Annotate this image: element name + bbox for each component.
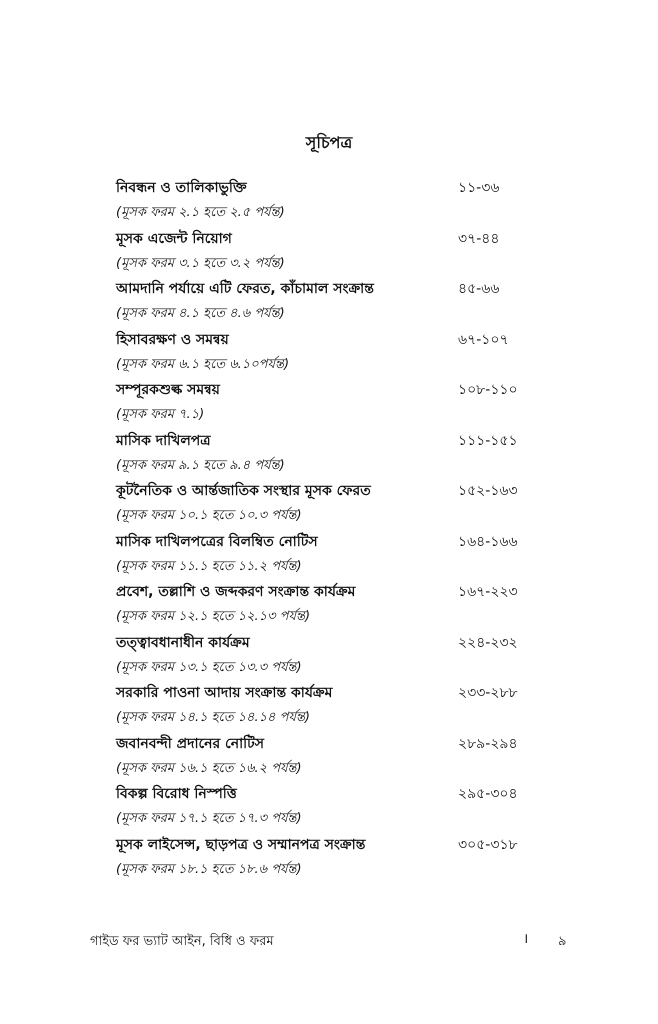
entry-pages: ১৫২-১৬৩	[458, 483, 518, 499]
toc-entry[interactable]	[116, 530, 536, 581]
entry-subtitle: (মূসক ফরম ১০.১ হতে ১০.৩ পর্যন্ত)	[116, 508, 302, 523]
toc-entry[interactable]	[116, 227, 536, 278]
entry-title: মাসিক দাখিলপত্র	[116, 432, 211, 449]
entry-title: প্রবেশ, তল্লাশি ও জব্দকরণ সংক্রান্ত কার্যক্রম	[116, 584, 356, 600]
entry-pages: ১৬৭-২২৩	[458, 584, 518, 600]
toc-entry[interactable]	[116, 631, 536, 682]
toc-entry[interactable]	[116, 429, 536, 480]
entry-subtitle: (মূসক ফরম ৭.১)	[116, 407, 205, 422]
entry-pages: ১০৮-১১০	[458, 382, 518, 398]
toc-entry[interactable]	[116, 277, 536, 328]
entry-title: সম্পূরকশুল্ক সমন্বয়	[116, 382, 220, 398]
entry-title: নিবন্ধন ও তালিকাভুক্তি	[116, 180, 247, 196]
entry-pages: ১১১-১৫১	[458, 432, 518, 449]
toc-entry[interactable]	[116, 378, 536, 429]
entry-pages: ৬৭-১০৭	[458, 331, 509, 348]
entry-subtitle: (মূসক ফরম ১১.১ হতে ১১.২ পর্যন্ত)	[116, 558, 302, 574]
toc-entry[interactable]	[116, 681, 536, 732]
entry-title: মূসক এজেন্ট নিয়োগ	[116, 230, 232, 247]
entry-title: বিকল্প বিরোধ নিস্পত্তি	[116, 786, 237, 802]
entry-pages: ১৬৪-১৬৬	[458, 533, 518, 550]
entry-subtitle: (মূসক ফরম ১৩.১ হতে ১৩.৩ পর্যন্ত)	[116, 659, 302, 675]
entry-title: মূসক লাইসেন্স, ছাড়পত্র ও সম্মানপত্র সংক্রান্ত	[116, 836, 366, 853]
toc-entry[interactable]	[116, 176, 536, 227]
footer-separator: ।	[523, 931, 529, 947]
entry-title: সরকারি পাওনা আদায় সংক্রান্ত কার্যক্রম	[116, 685, 333, 701]
toc-entry[interactable]	[116, 479, 536, 530]
entry-pages: ২৮৯-২৯৪	[458, 735, 518, 752]
footer-book-title: গাইড ফর ভ্যাট আইন, বিধি ও ফরম	[90, 934, 274, 949]
page-title: সূচিপত্র	[305, 133, 353, 152]
toc-entry[interactable]	[116, 580, 536, 631]
entry-pages: ২৯৫-৩০৪	[458, 786, 518, 802]
entry-pages: ১১-৩৬	[458, 180, 500, 196]
entry-subtitle: (মূসক ফরম ৪.১ হতে ৪.৬ পর্যন্ত)	[116, 306, 285, 321]
entry-title: জবানবন্দী প্রদানের নোটিস	[116, 735, 265, 752]
entry-subtitle: (মূসক ফরম ১৪.১ হতে ১৪.১৪ পর্যন্ত)	[116, 710, 310, 725]
entry-pages: ৩৭-৪৪	[458, 230, 500, 247]
entry-pages: ২২৪-২৩২	[458, 634, 518, 651]
toc-entry[interactable]	[116, 732, 536, 783]
entry-subtitle: (মূসক ফরম ৬.১ হতে ৬.১০পর্যন্ত)	[116, 356, 290, 372]
entry-title: হিসাবরক্ষণ ও সমন্বয়	[116, 331, 229, 348]
entry-title: তত্ত্বাবধানাধীন কার্যক্রম	[116, 634, 250, 651]
toc-entry[interactable]	[116, 782, 536, 833]
entry-subtitle: (মূসক ফরম ৯.১ হতে ৯.৪ পর্যন্ত)	[116, 457, 285, 473]
entry-subtitle: (মূসক ফরম ১২.১ হতে ১২.১৩ পর্যন্ত)	[116, 609, 311, 624]
table-of-contents	[116, 176, 536, 883]
toc-entry[interactable]	[116, 328, 536, 379]
entry-subtitle: (মূসক ফরম ২.১ হতে ২.৫ পর্যন্ত)	[116, 205, 285, 220]
entry-subtitle: (মূসক ফরম ১৭.১ হতে ১৭.৩ পর্যন্ত)	[116, 811, 302, 826]
entry-title: মাসিক দাখিলপত্রের বিলম্বিত নোটিস	[116, 533, 318, 550]
entry-subtitle: (মূসক ফরম ১৬.১ হতে ১৬.২ পর্যন্ত)	[116, 760, 302, 776]
entry-subtitle: (মূসক ফরম ৩.১ হতে ৩.২ পর্যন্ত)	[116, 255, 285, 271]
entry-pages: ৪৫-৬৬	[458, 281, 500, 297]
entry-title: আমদানি পর্যায়ে এটি ফেরত, কাঁচামাল সংক্রান্ত	[116, 281, 374, 297]
footer-page-number: ৯	[558, 934, 567, 949]
toc-entry[interactable]	[116, 833, 536, 884]
entry-title: কূটনৈতিক ও আর্ন্তজাতিক সংস্থার মূসক ফেরত	[116, 483, 371, 499]
entry-pages: ২৩৩-২৮৮	[458, 685, 518, 701]
entry-subtitle: (মূসক ফরম ১৮.১ হতে ১৮.৬ পর্যন্ত)	[116, 861, 302, 877]
entry-pages: ৩০৫-৩১৮	[458, 836, 518, 853]
